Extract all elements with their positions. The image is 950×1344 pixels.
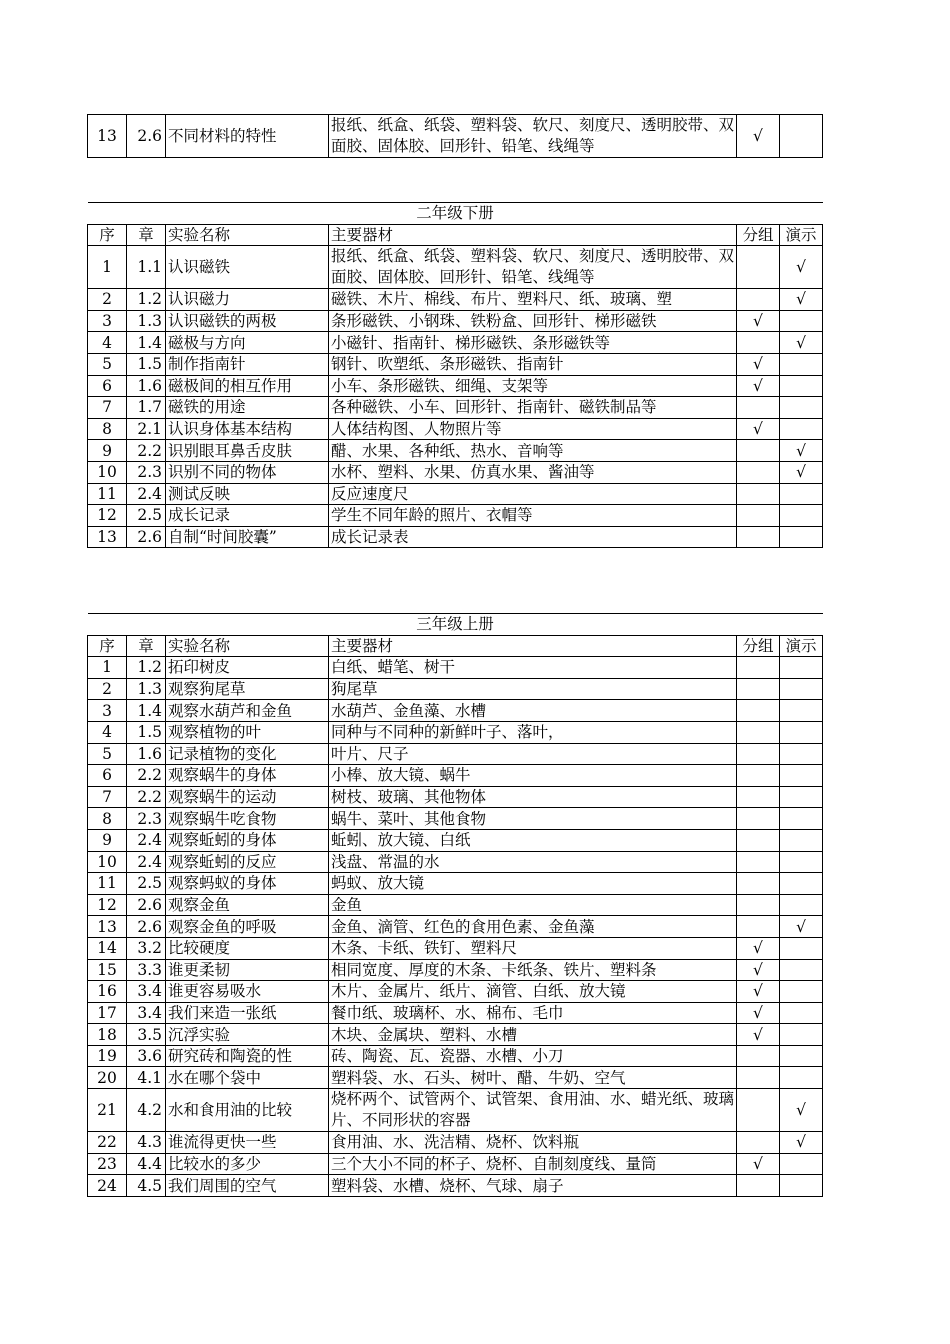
cell-demo: √ bbox=[780, 1132, 823, 1154]
cell-chapter: 2.3 bbox=[127, 461, 166, 483]
cell-chapter: 4.4 bbox=[127, 1153, 166, 1175]
cell-equipment: 学生不同年龄的照片、衣帽等 bbox=[329, 505, 737, 527]
cell-chapter: 4.2 bbox=[127, 1089, 166, 1132]
cell-group: √ bbox=[737, 1153, 780, 1175]
cell-group bbox=[737, 1089, 780, 1132]
cell-demo bbox=[780, 829, 823, 851]
cell-equipment: 狗尾草 bbox=[329, 678, 737, 700]
cell-group bbox=[737, 440, 780, 462]
cell-group bbox=[737, 786, 780, 808]
cell-name: 磁铁的用途 bbox=[166, 397, 329, 419]
cell-name: 观察植物的叶 bbox=[166, 721, 329, 743]
table-row bbox=[88, 1002, 823, 1024]
cell-name: 成长记录 bbox=[166, 505, 329, 527]
cell-name: 沉浮实验 bbox=[166, 1024, 329, 1046]
cell-no: 20 bbox=[88, 1067, 127, 1089]
cell-demo bbox=[780, 375, 823, 397]
cell-chapter: 1.6 bbox=[127, 375, 166, 397]
cell-chapter: 3.2 bbox=[127, 937, 166, 959]
table-row bbox=[88, 375, 823, 397]
table-row bbox=[88, 981, 823, 1003]
cell-demo: √ bbox=[780, 440, 823, 462]
cell-group: √ bbox=[737, 1024, 780, 1046]
cell-demo bbox=[780, 1002, 823, 1024]
cell-equipment: 三个大小不同的杯子、烧杯、自制刻度线、量筒 bbox=[329, 1153, 737, 1175]
cell-demo bbox=[780, 678, 823, 700]
cell-group bbox=[737, 1175, 780, 1197]
cell-no: 3 bbox=[88, 310, 127, 332]
cell-demo bbox=[780, 526, 823, 548]
table-row bbox=[88, 1024, 823, 1046]
cell-chapter: 3.4 bbox=[127, 1002, 166, 1024]
table-title-row bbox=[88, 614, 823, 636]
table-title-row bbox=[88, 203, 823, 225]
cell-no: 5 bbox=[88, 353, 127, 375]
cell-no: 23 bbox=[88, 1153, 127, 1175]
cell-equipment: 蜗牛、菜叶、其他食物 bbox=[329, 808, 737, 830]
cell-chapter: 2.4 bbox=[127, 851, 166, 873]
header-group: 分组 bbox=[737, 635, 780, 657]
cell-demo bbox=[780, 353, 823, 375]
cell-name: 比较水的多少 bbox=[166, 1153, 329, 1175]
cell-name: 比较硬度 bbox=[166, 937, 329, 959]
cell-group: √ bbox=[737, 981, 780, 1003]
cell-equipment: 条形磁铁、小钢珠、铁粉盒、回形针、梯形磁铁 bbox=[329, 310, 737, 332]
cell-no: 15 bbox=[88, 959, 127, 981]
cell-demo bbox=[780, 765, 823, 787]
cell-name: 观察蚂蚁的身体 bbox=[166, 873, 329, 895]
cell-no: 9 bbox=[88, 829, 127, 851]
table-row bbox=[88, 786, 823, 808]
cell-name: 测试反映 bbox=[166, 483, 329, 505]
table-row bbox=[88, 353, 823, 375]
cell-no: 9 bbox=[88, 440, 127, 462]
table-row bbox=[88, 1153, 823, 1175]
cell-demo: √ bbox=[780, 332, 823, 354]
cell-chapter: 3.3 bbox=[127, 959, 166, 981]
cell-equipment: 食用油、水、洗洁精、烧杯、饮料瓶 bbox=[329, 1132, 737, 1154]
cell-name: 自制“时间胶囊” bbox=[166, 526, 329, 548]
cell-name: 观察蜗牛的运动 bbox=[166, 786, 329, 808]
cell-group bbox=[737, 808, 780, 830]
cell-group bbox=[737, 505, 780, 527]
cell-equipment: 金鱼 bbox=[329, 894, 737, 916]
table-row bbox=[88, 1132, 823, 1154]
cell-group: √ bbox=[737, 375, 780, 397]
cell-name: 制作指南针 bbox=[166, 353, 329, 375]
cell-chapter: 1.3 bbox=[127, 678, 166, 700]
cell-no: 13 bbox=[88, 916, 127, 938]
table-row bbox=[88, 808, 823, 830]
cell-no: 5 bbox=[88, 743, 127, 765]
cell-name: 我们周围的空气 bbox=[166, 1175, 329, 1197]
cell-demo bbox=[780, 1024, 823, 1046]
cell-group: √ bbox=[737, 353, 780, 375]
cell-no: 3 bbox=[88, 700, 127, 722]
header-no: 序 bbox=[88, 224, 127, 246]
cell-no: 11 bbox=[88, 873, 127, 895]
cell-name: 谁更容易吸水 bbox=[166, 981, 329, 1003]
cell-group bbox=[737, 678, 780, 700]
cell-chapter: 2.6 bbox=[127, 894, 166, 916]
cell-group bbox=[737, 873, 780, 895]
cell-equipment: 木块、金属块、塑料、水槽 bbox=[329, 1024, 737, 1046]
table-row bbox=[88, 1175, 823, 1197]
cell-chapter: 4.1 bbox=[127, 1067, 166, 1089]
header-demo: 演示 bbox=[780, 635, 823, 657]
cell-no: 1 bbox=[88, 657, 127, 679]
cell-group bbox=[737, 721, 780, 743]
cell-name: 观察水葫芦和金鱼 bbox=[166, 700, 329, 722]
cell-group bbox=[737, 397, 780, 419]
cell-name: 识别眼耳鼻舌皮肤 bbox=[166, 440, 329, 462]
cell-chapter: 3.6 bbox=[127, 1045, 166, 1067]
cell-chapter: 1.4 bbox=[127, 332, 166, 354]
cell-group bbox=[737, 483, 780, 505]
cell-equipment: 餐巾纸、玻璃杯、水、棉布、毛巾 bbox=[329, 1002, 737, 1024]
cell-group bbox=[737, 700, 780, 722]
cell-equipment: 小磁针、指南针、梯形磁铁、条形磁铁等 bbox=[329, 332, 737, 354]
cell-name: 不同材料的特性 bbox=[166, 115, 329, 158]
table-row bbox=[88, 937, 823, 959]
header-chapter: 章 bbox=[127, 635, 166, 657]
table-row bbox=[88, 959, 823, 981]
grade3-up-table bbox=[87, 613, 823, 1197]
cell-chapter: 1.2 bbox=[127, 657, 166, 679]
table-row bbox=[88, 916, 823, 938]
cell-group: √ bbox=[737, 418, 780, 440]
cell-equipment: 树枝、玻璃、其他物体 bbox=[329, 786, 737, 808]
cell-name: 我们来造一张纸 bbox=[166, 1002, 329, 1024]
header-row bbox=[88, 224, 823, 246]
cell-demo bbox=[780, 981, 823, 1003]
cell-equipment: 钢针、吹塑纸、条形磁铁、指南针 bbox=[329, 353, 737, 375]
cell-no: 18 bbox=[88, 1024, 127, 1046]
table-row bbox=[88, 657, 823, 679]
cell-equipment: 木片、金属片、纸片、滴管、白纸、放大镜 bbox=[329, 981, 737, 1003]
cell-chapter: 2.6 bbox=[127, 526, 166, 548]
cell-demo bbox=[780, 1045, 823, 1067]
table-row bbox=[88, 829, 823, 851]
cell-equipment: 反应速度尺 bbox=[329, 483, 737, 505]
cell-no: 7 bbox=[88, 786, 127, 808]
cell-no: 22 bbox=[88, 1132, 127, 1154]
cell-chapter: 3.5 bbox=[127, 1024, 166, 1046]
table-row bbox=[88, 894, 823, 916]
cell-no: 16 bbox=[88, 981, 127, 1003]
header-no: 序 bbox=[88, 635, 127, 657]
cell-group bbox=[737, 461, 780, 483]
cell-name: 水在哪个袋中 bbox=[166, 1067, 329, 1089]
cell-no: 19 bbox=[88, 1045, 127, 1067]
table-row bbox=[88, 700, 823, 722]
cell-no: 11 bbox=[88, 483, 127, 505]
cell-name: 观察蚯蚓的身体 bbox=[166, 829, 329, 851]
cell-equipment: 各种磁铁、小车、回形针、指南针、磁铁制品等 bbox=[329, 397, 737, 419]
cell-demo bbox=[780, 700, 823, 722]
cell-chapter: 4.3 bbox=[127, 1132, 166, 1154]
cell-name: 认识身体基本结构 bbox=[166, 418, 329, 440]
table-row bbox=[88, 332, 823, 354]
continued-row-table bbox=[87, 114, 823, 158]
header-name: 实验名称 bbox=[166, 635, 329, 657]
header-group: 分组 bbox=[737, 224, 780, 246]
cell-chapter: 1.5 bbox=[127, 353, 166, 375]
cell-demo: √ bbox=[780, 1089, 823, 1132]
cell-group: √ bbox=[737, 115, 780, 158]
header-row bbox=[88, 635, 823, 657]
cell-chapter: 1.5 bbox=[127, 721, 166, 743]
cell-chapter: 1.3 bbox=[127, 310, 166, 332]
cell-no: 12 bbox=[88, 505, 127, 527]
header-chapter: 章 bbox=[127, 224, 166, 246]
cell-chapter: 1.1 bbox=[127, 246, 166, 289]
cell-chapter: 1.2 bbox=[127, 289, 166, 311]
table-row bbox=[88, 289, 823, 311]
cell-demo bbox=[780, 873, 823, 895]
cell-demo bbox=[780, 959, 823, 981]
cell-equipment: 报纸、纸盒、纸袋、塑料袋、软尺、刻度尺、透明胶带、双面胶、固体胶、回形针、铅笔、线绳等 bbox=[329, 246, 737, 289]
table-row bbox=[88, 115, 823, 158]
cell-name: 研究砖和陶瓷的性 bbox=[166, 1045, 329, 1067]
cell-group: √ bbox=[737, 310, 780, 332]
cell-no: 2 bbox=[88, 289, 127, 311]
cell-equipment: 水葫芦、金鱼藻、水槽 bbox=[329, 700, 737, 722]
cell-group bbox=[737, 894, 780, 916]
table-row bbox=[88, 310, 823, 332]
cell-name: 记录植物的变化 bbox=[166, 743, 329, 765]
cell-chapter: 2.2 bbox=[127, 440, 166, 462]
cell-group bbox=[737, 765, 780, 787]
cell-demo: √ bbox=[780, 916, 823, 938]
cell-name: 观察狗尾草 bbox=[166, 678, 329, 700]
table-row bbox=[88, 440, 823, 462]
cell-group: √ bbox=[737, 959, 780, 981]
cell-equipment: 叶片、尺子 bbox=[329, 743, 737, 765]
cell-no: 24 bbox=[88, 1175, 127, 1197]
cell-demo: √ bbox=[780, 289, 823, 311]
cell-demo bbox=[780, 310, 823, 332]
cell-group bbox=[737, 1132, 780, 1154]
cell-chapter: 2.1 bbox=[127, 418, 166, 440]
cell-name: 识别不同的物体 bbox=[166, 461, 329, 483]
cell-equipment: 浅盘、常温的水 bbox=[329, 851, 737, 873]
cell-name: 观察金鱼的呼吸 bbox=[166, 916, 329, 938]
cell-equipment: 成长记录表 bbox=[329, 526, 737, 548]
cell-no: 6 bbox=[88, 765, 127, 787]
cell-name: 谁更柔韧 bbox=[166, 959, 329, 981]
cell-no: 10 bbox=[88, 461, 127, 483]
cell-group bbox=[737, 916, 780, 938]
cell-no: 4 bbox=[88, 721, 127, 743]
cell-group bbox=[737, 1067, 780, 1089]
cell-name: 认识磁力 bbox=[166, 289, 329, 311]
cell-demo: √ bbox=[780, 246, 823, 289]
table-row bbox=[88, 505, 823, 527]
cell-group bbox=[737, 289, 780, 311]
cell-equipment: 报纸、纸盒、纸袋、塑料袋、软尺、刻度尺、透明胶带、双面胶、固体胶、回形针、铅笔、线绳等 bbox=[329, 115, 737, 158]
cell-chapter: 2.2 bbox=[127, 765, 166, 787]
cell-equipment: 相同宽度、厚度的木条、卡纸条、铁片、塑料条 bbox=[329, 959, 737, 981]
table-row bbox=[88, 743, 823, 765]
cell-name: 拓印树皮 bbox=[166, 657, 329, 679]
cell-no: 12 bbox=[88, 894, 127, 916]
cell-no: 21 bbox=[88, 1089, 127, 1132]
cell-chapter: 2.6 bbox=[127, 916, 166, 938]
cell-equipment: 同种与不同种的新鲜叶子、落叶， bbox=[329, 721, 737, 743]
cell-demo bbox=[780, 743, 823, 765]
cell-demo bbox=[780, 397, 823, 419]
cell-no: 8 bbox=[88, 418, 127, 440]
cell-group bbox=[737, 1045, 780, 1067]
cell-demo bbox=[780, 721, 823, 743]
cell-demo bbox=[780, 1153, 823, 1175]
cell-group bbox=[737, 332, 780, 354]
table-title: 三年级上册 bbox=[88, 614, 823, 636]
cell-equipment: 金鱼、滴管、红色的食用色素、金鱼藻 bbox=[329, 916, 737, 938]
cell-demo: √ bbox=[780, 461, 823, 483]
cell-no: 13 bbox=[88, 115, 127, 158]
cell-demo bbox=[780, 894, 823, 916]
cell-chapter: 2.5 bbox=[127, 873, 166, 895]
table-row bbox=[88, 678, 823, 700]
cell-equipment: 醋、水果、各种纸、热水、音响等 bbox=[329, 440, 737, 462]
cell-demo bbox=[780, 808, 823, 830]
cell-no: 4 bbox=[88, 332, 127, 354]
cell-group: √ bbox=[737, 1002, 780, 1024]
cell-chapter: 1.4 bbox=[127, 700, 166, 722]
cell-chapter: 1.6 bbox=[127, 743, 166, 765]
cell-equipment: 人体结构图、人物照片等 bbox=[329, 418, 737, 440]
cell-demo bbox=[780, 657, 823, 679]
cell-demo bbox=[780, 1067, 823, 1089]
cell-name: 认识磁铁 bbox=[166, 246, 329, 289]
cell-chapter: 3.4 bbox=[127, 981, 166, 1003]
cell-name: 磁极间的相互作用 bbox=[166, 375, 329, 397]
cell-chapter: 2.6 bbox=[127, 115, 166, 158]
cell-no: 1 bbox=[88, 246, 127, 289]
table-row bbox=[88, 765, 823, 787]
cell-group bbox=[737, 851, 780, 873]
cell-demo bbox=[780, 418, 823, 440]
table-row bbox=[88, 1089, 823, 1132]
cell-no: 14 bbox=[88, 937, 127, 959]
cell-name: 谁流得更快一些 bbox=[166, 1132, 329, 1154]
cell-demo bbox=[780, 483, 823, 505]
table-row bbox=[88, 526, 823, 548]
cell-demo bbox=[780, 851, 823, 873]
cell-chapter: 4.5 bbox=[127, 1175, 166, 1197]
cell-equipment: 小车、条形磁铁、细绳、支架等 bbox=[329, 375, 737, 397]
table-row bbox=[88, 483, 823, 505]
cell-equipment: 烧杯两个、试管两个、试管架、食用油、水、蜡光纸、玻璃片、不同形状的容器 bbox=[329, 1089, 737, 1132]
table-row bbox=[88, 873, 823, 895]
cell-group bbox=[737, 743, 780, 765]
table-row bbox=[88, 721, 823, 743]
cell-equipment: 砖、陶瓷、瓦、瓷器、水槽、小刀 bbox=[329, 1045, 737, 1067]
table-row bbox=[88, 1045, 823, 1067]
cell-name: 观察金鱼 bbox=[166, 894, 329, 916]
cell-chapter: 2.2 bbox=[127, 786, 166, 808]
table-row bbox=[88, 246, 823, 289]
cell-name: 水和食用油的比较 bbox=[166, 1089, 329, 1132]
table-title: 二年级下册 bbox=[88, 203, 823, 225]
header-name: 实验名称 bbox=[166, 224, 329, 246]
table-row bbox=[88, 851, 823, 873]
cell-chapter: 2.3 bbox=[127, 808, 166, 830]
table-row bbox=[88, 397, 823, 419]
cell-no: 8 bbox=[88, 808, 127, 830]
cell-group bbox=[737, 246, 780, 289]
table-row bbox=[88, 461, 823, 483]
cell-demo bbox=[780, 1175, 823, 1197]
cell-name: 观察蜗牛吃食物 bbox=[166, 808, 329, 830]
cell-no: 10 bbox=[88, 851, 127, 873]
cell-group bbox=[737, 526, 780, 548]
header-demo: 演示 bbox=[780, 224, 823, 246]
cell-group bbox=[737, 829, 780, 851]
cell-chapter: 2.4 bbox=[127, 483, 166, 505]
cell-equipment: 磁铁、木片、棉线、布片、塑料尺、纸、玻璃、塑 bbox=[329, 289, 737, 311]
cell-demo bbox=[780, 115, 823, 158]
cell-chapter: 2.5 bbox=[127, 505, 166, 527]
cell-demo bbox=[780, 786, 823, 808]
cell-name: 观察蜗牛的身体 bbox=[166, 765, 329, 787]
cell-equipment: 塑料袋、水、石头、树叶、醋、牛奶、空气 bbox=[329, 1067, 737, 1089]
grade2-down-table bbox=[87, 202, 823, 548]
header-equipment: 主要器材 bbox=[329, 224, 737, 246]
cell-no: 2 bbox=[88, 678, 127, 700]
cell-group: √ bbox=[737, 937, 780, 959]
cell-demo bbox=[780, 937, 823, 959]
cell-equipment: 白纸、蜡笔、树干 bbox=[329, 657, 737, 679]
cell-demo bbox=[780, 505, 823, 527]
cell-no: 17 bbox=[88, 1002, 127, 1024]
cell-group bbox=[737, 657, 780, 679]
cell-equipment: 蚯蚓、放大镜、白纸 bbox=[329, 829, 737, 851]
cell-equipment: 小棒、放大镜、蜗牛 bbox=[329, 765, 737, 787]
cell-name: 磁极与方向 bbox=[166, 332, 329, 354]
cell-name: 观察蚯蚓的反应 bbox=[166, 851, 329, 873]
cell-equipment: 塑料袋、水槽、烧杯、气球、扇子 bbox=[329, 1175, 737, 1197]
cell-name: 认识磁铁的两极 bbox=[166, 310, 329, 332]
cell-no: 6 bbox=[88, 375, 127, 397]
table-row bbox=[88, 418, 823, 440]
header-equipment: 主要器材 bbox=[329, 635, 737, 657]
cell-chapter: 1.7 bbox=[127, 397, 166, 419]
cell-equipment: 蚂蚁、放大镜 bbox=[329, 873, 737, 895]
cell-no: 13 bbox=[88, 526, 127, 548]
table-row bbox=[88, 1067, 823, 1089]
cell-chapter: 2.4 bbox=[127, 829, 166, 851]
cell-equipment: 水杯、塑料、水果、仿真水果、酱油等 bbox=[329, 461, 737, 483]
cell-no: 7 bbox=[88, 397, 127, 419]
cell-equipment: 木条、卡纸、铁钉、塑料尺 bbox=[329, 937, 737, 959]
